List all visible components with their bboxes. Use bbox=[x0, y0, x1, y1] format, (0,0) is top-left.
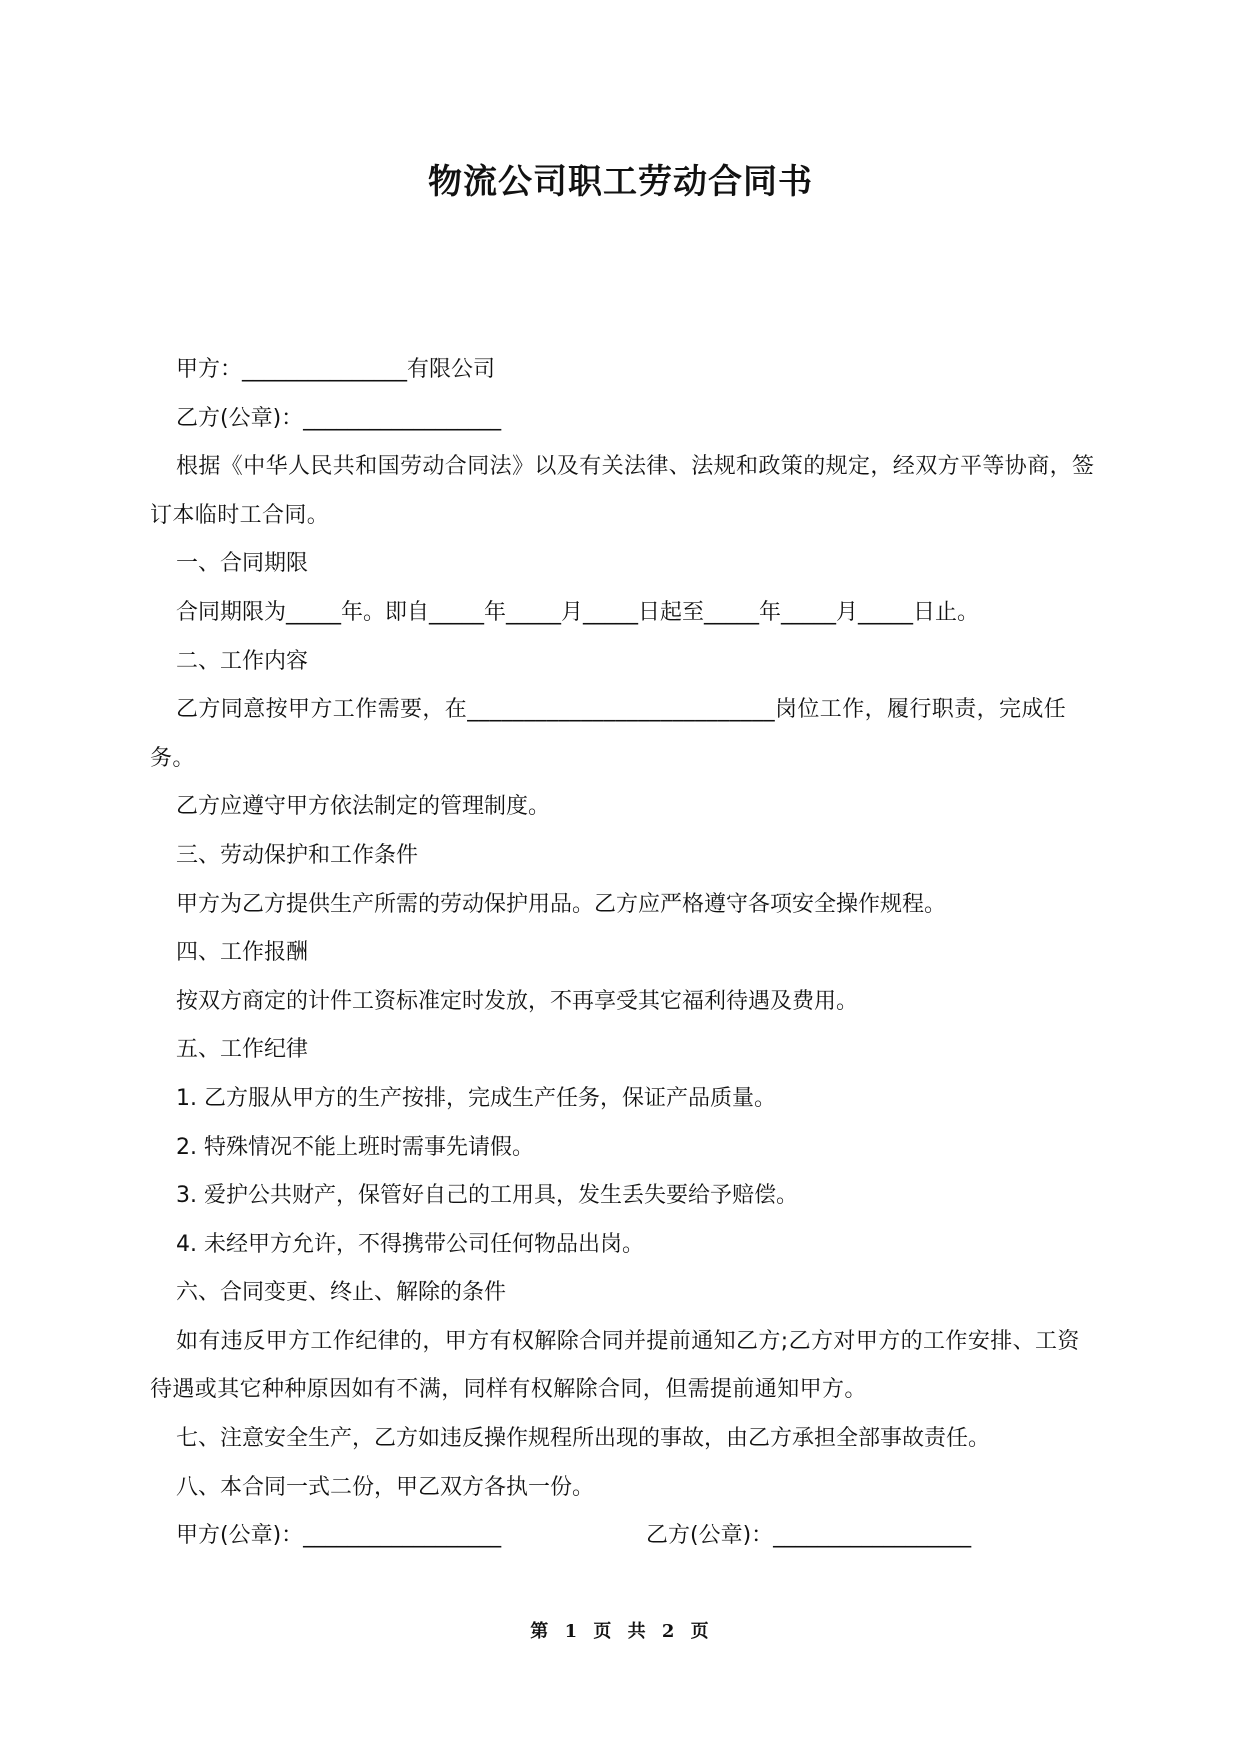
section-heading: 六、合同变更、终止、解除的条件 bbox=[176, 1280, 507, 1306]
contract-term-paragraph: 合同期限为_____年。即自_____年_____月_____日起至_____年_____月_____日止。 bbox=[176, 599, 980, 625]
safety-clause: 七、注意安全生产，乙方如违反操作规程所出现的事故，由乙方承担全部事故责任。 bbox=[176, 1426, 991, 1452]
copies-clause: 八、本合同一式二份，甲乙双方各执一份。 bbox=[176, 1474, 595, 1500]
party-b-line: 乙方(公章)：__________________ bbox=[176, 405, 502, 431]
discipline-item: 1. 乙方服从甲方的生产按排，完成生产任务，保证产品质量。 bbox=[176, 1085, 776, 1111]
termination-paragraph: 如有违反甲方工作纪律的，甲方有权解除合同并提前通知乙方;乙方对甲方的工作安排、工资待遇或其它种种原因如有不满，同样有权解除合同，但需提前通知甲方。 bbox=[150, 1328, 1080, 1403]
signature-row bbox=[150, 1512, 1095, 1561]
discipline-item: 4. 未经甲方允许，不得携带公司任何物品出岗。 bbox=[176, 1231, 644, 1257]
work-content-paragraph: 乙方应遵守甲方依法制定的管理制度。 bbox=[176, 794, 551, 820]
page-number-footer: 第 1 页 共 2 页 bbox=[530, 1621, 711, 1642]
work-content-paragraph: 乙方同意按甲方工作需要，在___________________________岗位工作，履行职责，完成任务。 bbox=[150, 697, 1067, 771]
intro-paragraph: 根据《中华人民共和国劳动合同法》以及有关法律、法规和政策的规定，经双方平等协商，签订本临时工合同。 bbox=[150, 454, 1095, 528]
party-a-signature: 甲方(公章)：__________________ bbox=[176, 1523, 502, 1549]
discipline-item: 3. 爱护公共财产，保管好自己的工用具，发生丢失要给予赔偿。 bbox=[176, 1183, 798, 1209]
document-body bbox=[150, 346, 1095, 1561]
section-heading: 一、合同期限 bbox=[176, 551, 309, 577]
party-a-line: 甲方：_______________有限公司 bbox=[176, 357, 496, 382]
section-heading: 三、劳动保护和工作条件 bbox=[176, 842, 419, 868]
party-b-signature: 乙方(公章)：__________________ bbox=[646, 1523, 972, 1549]
section-heading: 五、工作纪律 bbox=[176, 1037, 309, 1063]
remuneration-paragraph: 按双方商定的计件工资标准定时发放，不再享受其它福利待遇及费用。 bbox=[176, 988, 859, 1014]
section-heading: 四、工作报酬 bbox=[176, 940, 309, 966]
labor-protection-paragraph: 甲方为乙方提供生产所需的劳动保护用品。乙方应严格遵守各项安全操作规程。 bbox=[176, 891, 947, 917]
document-title: 物流公司职工劳动合同书 bbox=[428, 162, 813, 202]
discipline-item: 2. 特殊情况不能上班时需事先请假。 bbox=[176, 1134, 534, 1160]
section-heading: 二、工作内容 bbox=[176, 648, 309, 674]
